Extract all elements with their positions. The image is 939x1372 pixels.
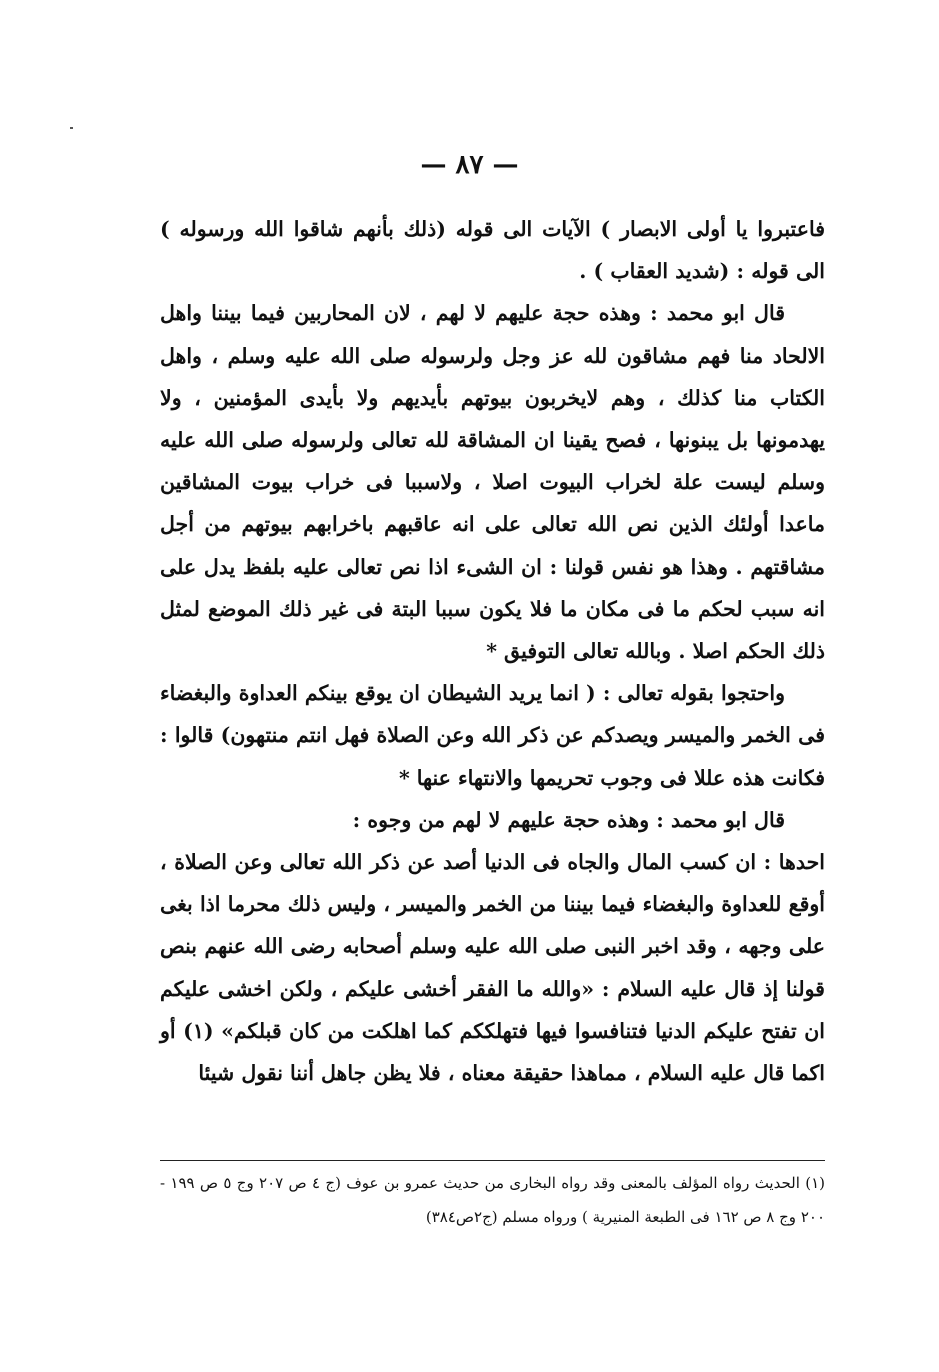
main-text bbox=[160, 208, 825, 1094]
scan-speck bbox=[70, 127, 73, 129]
page-number: — ٨٧ — bbox=[420, 150, 519, 180]
paragraph-4: قال ابو محمد : وهذه حجة عليهم لا لهم من وجوه : bbox=[352, 807, 785, 832]
paragraph-5: احدها : ان كسب المال والجاه فى الدنيا أصد عن ذكر الله تعالى وعن الصلاة ، أوقع للعداوة والبغضاء فيما بيننا من الخمر والميسر ، وليس ذلك محرما اذا بغى على وجهه ، وقد اخبر النبى صلى الله عليه وسلم أصحابه رضى الله عنهم بنص قولنا إذ قال عليه السلام : «والله ما الفقر أخشى عليكم ، ولكن اخشى عليكم ان تفتح عليكم الدنيا فتنافسوا فيها فتهلككم كما اهلكت من كان قبلكم» (١) أو اكما قال عليه السلام ، مماهذا حقيقة معناه ، فلا يظن جاهل أننا نقول شيئا bbox=[160, 850, 826, 1086]
footnote-divider bbox=[160, 1160, 825, 1161]
footnote: (١) الحديث رواه المؤلف بالمعنى وقد رواه البخارى من حديث عمرو بن عوف (ج ٤ ص ٢٠٧ وج ٥ ص ١٩٩ - ٢٠٠ وج ٨ ص ١٦٢ فى الطبعة المنيرية ) ورواه مسلم (ج٢ص٣٨٤) bbox=[160, 1174, 825, 1226]
paragraph-1: فاعتبروا يا أولى الابصار ) الآيات الى قوله (ذلك بأنهم شاقوا الله ورسوله ) الى قوله : (شديد العقاب ) . bbox=[160, 217, 825, 284]
paragraph-3: واحتجوا بقوله تعالى : ( انما يريد الشيطان ان يوقع بينكم العداوة والبغضاء فى الخمر والميسر ويصدكم عن ذكر الله وعن الصلاة فهل انتم منتهون) قالوا : فكانت هذه عللا فى وجوب تحريمها والانتهاء عنها * bbox=[160, 681, 825, 790]
paragraph-2: قال ابو محمد : وهذه حجة عليهم لا لهم ، لان المحاربين فيما بيننا واهل الالحاد منا فهم مشاقون لله عز وجل ولرسوله صلى الله عليه وسلم ، واهل الكتاب منا كذلك ، وهم لايخربون بيوتهم بأيديهم ولا بأيدى المؤمنين ، ولا يهدمونها بل يبنونها ، فصح يقينا ان المشاقة لله تعالى ولرسوله صلى الله عليه وسلم ليست علة لخراب البيوت اصلا ، ولاسببا فى خراب بيوت المشاقين ماعدا أولئك الذين نص الله تعالى على انه عاقبهم باخرابهم بيوتهم من أجل مشاقتهم . وهذا هو نفس قولنا : ان الشىء اذا نص تعالى عليه بلفظ يدل على انه سبب لحكم ما فى مكان ما فلا يكون سببا البتة فى غير ذلك الموضع لمثل ذلك الحكم اصلا . وبالله تعالى التوفيق * bbox=[160, 301, 825, 664]
